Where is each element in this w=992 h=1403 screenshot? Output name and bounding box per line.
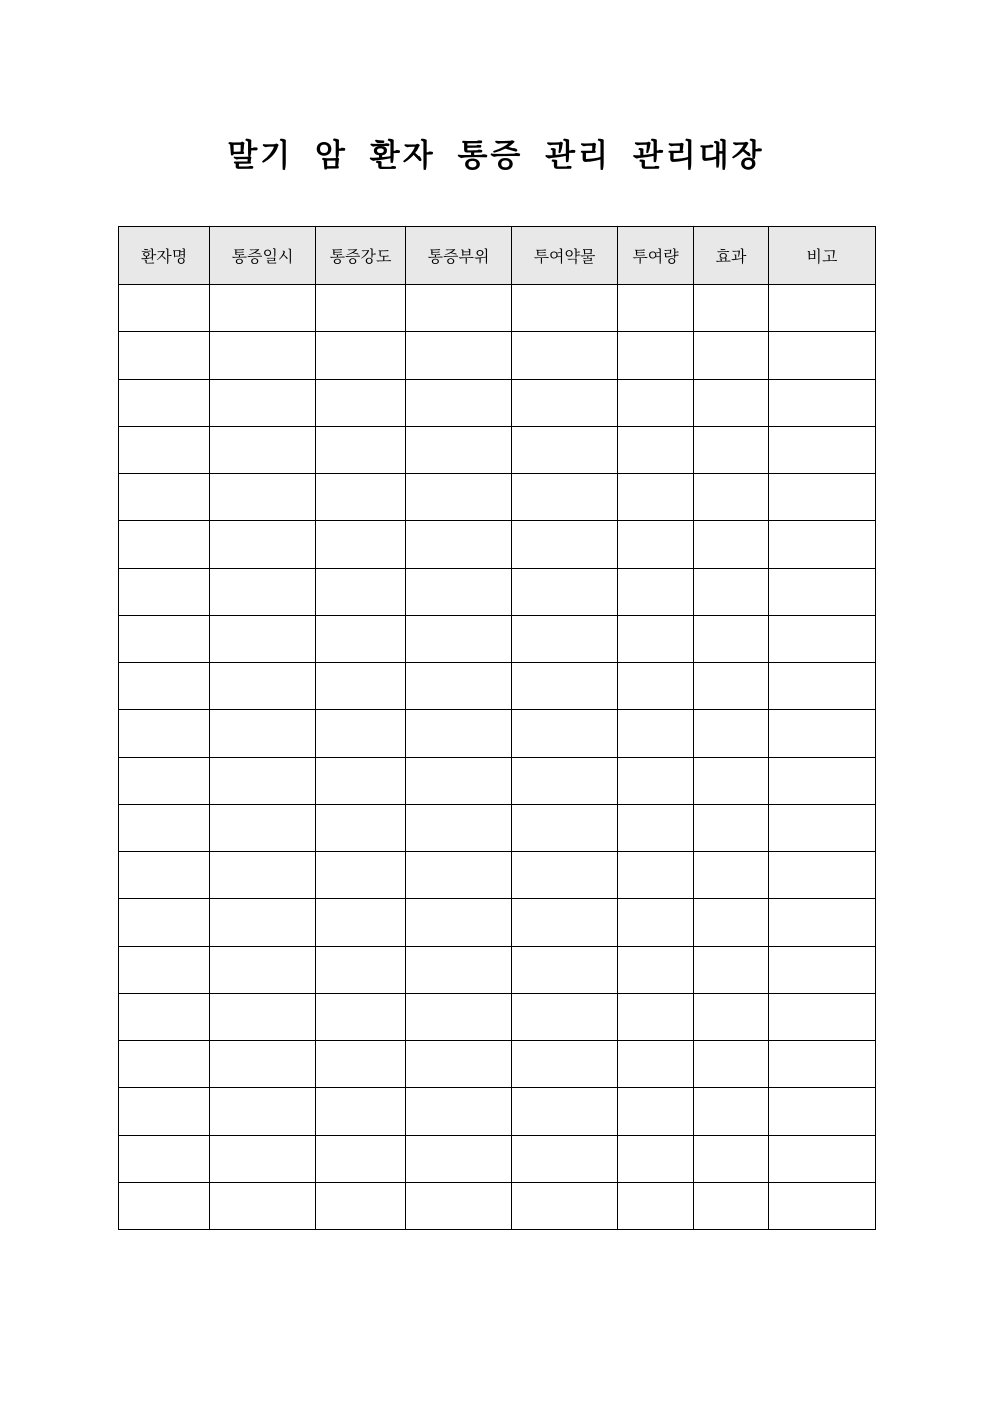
table-cell[interactable] <box>694 615 769 662</box>
table-cell[interactable] <box>618 1135 694 1182</box>
table-cell[interactable] <box>618 710 694 757</box>
table-cell[interactable] <box>119 663 210 710</box>
table-cell[interactable] <box>119 521 210 568</box>
table-cell[interactable] <box>210 663 316 710</box>
table-cell[interactable] <box>210 285 316 332</box>
table-cell[interactable] <box>694 804 769 851</box>
table-cell[interactable] <box>316 332 406 379</box>
table-cell[interactable] <box>769 663 876 710</box>
table-cell[interactable] <box>316 521 406 568</box>
table-cell[interactable] <box>210 1041 316 1088</box>
table-cell[interactable] <box>316 285 406 332</box>
table-cell[interactable] <box>512 663 618 710</box>
table-cell[interactable] <box>119 615 210 662</box>
table-row <box>119 332 876 379</box>
table-cell[interactable] <box>512 568 618 615</box>
table-cell[interactable] <box>694 285 769 332</box>
table-cell[interactable] <box>694 1041 769 1088</box>
table-cell[interactable] <box>694 426 769 473</box>
table-cell[interactable] <box>210 710 316 757</box>
table-cell[interactable] <box>316 663 406 710</box>
table-cell[interactable] <box>512 379 618 426</box>
table-cell[interactable] <box>618 332 694 379</box>
table-row <box>119 568 876 615</box>
table-row <box>119 1135 876 1182</box>
table-cell[interactable] <box>316 615 406 662</box>
table-cell[interactable] <box>210 568 316 615</box>
table-cell[interactable] <box>512 899 618 946</box>
table-cell[interactable] <box>618 521 694 568</box>
table-cell[interactable] <box>119 568 210 615</box>
header-pain-datetime: 통증일시 <box>210 227 316 285</box>
table-cell[interactable] <box>406 1182 512 1229</box>
table-header-row <box>119 227 876 285</box>
table-cell[interactable] <box>769 568 876 615</box>
table-cell[interactable] <box>694 710 769 757</box>
table-cell[interactable] <box>406 332 512 379</box>
table-cell[interactable] <box>210 804 316 851</box>
table-cell[interactable] <box>210 332 316 379</box>
table-row <box>119 379 876 426</box>
table-cell[interactable] <box>694 852 769 899</box>
table-cell[interactable] <box>316 568 406 615</box>
table-cell[interactable] <box>618 663 694 710</box>
table-row <box>119 1182 876 1229</box>
table-cell[interactable] <box>406 899 512 946</box>
table-row <box>119 285 876 332</box>
header-administered-drug: 투여약물 <box>512 227 618 285</box>
table-cell[interactable] <box>316 946 406 993</box>
table-cell[interactable] <box>406 993 512 1040</box>
table-cell[interactable] <box>512 710 618 757</box>
table-cell[interactable] <box>618 804 694 851</box>
table-cell[interactable] <box>769 757 876 804</box>
table-cell[interactable] <box>618 474 694 521</box>
table-cell[interactable] <box>512 1088 618 1135</box>
table-cell[interactable] <box>512 993 618 1040</box>
table-row <box>119 757 876 804</box>
table-cell[interactable] <box>119 1182 210 1229</box>
table-cell[interactable] <box>512 615 618 662</box>
table-cell[interactable] <box>618 426 694 473</box>
table-cell[interactable] <box>512 521 618 568</box>
table-cell[interactable] <box>769 426 876 473</box>
table-cell[interactable] <box>406 757 512 804</box>
table-cell[interactable] <box>618 946 694 993</box>
table-row <box>119 993 876 1040</box>
table-cell[interactable] <box>694 757 769 804</box>
table-cell[interactable] <box>119 332 210 379</box>
table-cell[interactable] <box>210 993 316 1040</box>
table-cell[interactable] <box>119 804 210 851</box>
header-remarks: 비고 <box>769 227 876 285</box>
table-row <box>119 804 876 851</box>
table-cell[interactable] <box>406 804 512 851</box>
table-cell[interactable] <box>316 379 406 426</box>
table-cell[interactable] <box>769 946 876 993</box>
table-cell[interactable] <box>406 379 512 426</box>
table-row <box>119 899 876 946</box>
table-cell[interactable] <box>210 379 316 426</box>
table-cell[interactable] <box>769 1088 876 1135</box>
table-row <box>119 615 876 662</box>
table-cell[interactable] <box>316 1182 406 1229</box>
table-cell[interactable] <box>210 426 316 473</box>
table-body <box>119 285 876 1230</box>
header-patient-name: 환자명 <box>119 227 210 285</box>
table-cell[interactable] <box>694 1182 769 1229</box>
table-cell[interactable] <box>119 993 210 1040</box>
table-cell[interactable] <box>694 993 769 1040</box>
table-cell[interactable] <box>119 757 210 804</box>
header-pain-site: 통증부위 <box>406 227 512 285</box>
table-cell[interactable] <box>316 1135 406 1182</box>
table-cell[interactable] <box>694 1088 769 1135</box>
table-cell[interactable] <box>119 899 210 946</box>
table-cell[interactable] <box>512 426 618 473</box>
table-cell[interactable] <box>512 1182 618 1229</box>
table-cell[interactable] <box>119 379 210 426</box>
table-cell[interactable] <box>406 1041 512 1088</box>
table-cell[interactable] <box>406 285 512 332</box>
table-cell[interactable] <box>694 899 769 946</box>
table-cell[interactable] <box>406 521 512 568</box>
table-row <box>119 474 876 521</box>
table-cell[interactable] <box>694 332 769 379</box>
table-cell[interactable] <box>769 332 876 379</box>
table-cell[interactable] <box>210 521 316 568</box>
table-row <box>119 663 876 710</box>
table-cell[interactable] <box>406 1088 512 1135</box>
table-cell[interactable] <box>512 804 618 851</box>
table-cell[interactable] <box>512 946 618 993</box>
table-cell[interactable] <box>512 1135 618 1182</box>
table-cell[interactable] <box>119 1088 210 1135</box>
table-cell[interactable] <box>512 474 618 521</box>
table-cell[interactable] <box>694 474 769 521</box>
table-cell[interactable] <box>406 852 512 899</box>
table-cell[interactable] <box>406 474 512 521</box>
table-cell[interactable] <box>316 1088 406 1135</box>
table-cell[interactable] <box>694 379 769 426</box>
table-cell[interactable] <box>119 946 210 993</box>
table-cell[interactable] <box>210 1135 316 1182</box>
table-cell[interactable] <box>694 946 769 993</box>
table-row <box>119 1041 876 1088</box>
table-cell[interactable] <box>694 521 769 568</box>
table-cell[interactable] <box>769 1041 876 1088</box>
header-effect: 효과 <box>694 227 769 285</box>
table-row <box>119 852 876 899</box>
table-cell[interactable] <box>406 615 512 662</box>
table-cell[interactable] <box>406 1135 512 1182</box>
pain-management-ledger-table <box>118 226 876 1230</box>
table-row <box>119 710 876 757</box>
header-dosage: 투여량 <box>618 227 694 285</box>
table-cell[interactable] <box>316 899 406 946</box>
table-cell[interactable] <box>406 663 512 710</box>
table-cell[interactable] <box>210 757 316 804</box>
table-cell[interactable] <box>618 285 694 332</box>
table-cell[interactable] <box>512 332 618 379</box>
table-cell[interactable] <box>618 757 694 804</box>
table-cell[interactable] <box>119 426 210 473</box>
header-pain-intensity: 통증강도 <box>316 227 406 285</box>
table-cell[interactable] <box>512 1041 618 1088</box>
table-cell[interactable] <box>618 568 694 615</box>
table-cell[interactable] <box>316 1041 406 1088</box>
table-cell[interactable] <box>119 474 210 521</box>
table-row <box>119 426 876 473</box>
table-cell[interactable] <box>769 474 876 521</box>
table-cell[interactable] <box>210 1088 316 1135</box>
table-cell[interactable] <box>618 1041 694 1088</box>
table-cell[interactable] <box>119 285 210 332</box>
table-cell[interactable] <box>119 1135 210 1182</box>
table-cell[interactable] <box>618 993 694 1040</box>
table-cell[interactable] <box>406 946 512 993</box>
table-cell[interactable] <box>210 946 316 993</box>
table-cell[interactable] <box>769 1182 876 1229</box>
table-cell[interactable] <box>769 1135 876 1182</box>
table-cell[interactable] <box>406 568 512 615</box>
table-cell[interactable] <box>406 426 512 473</box>
table-cell[interactable] <box>119 852 210 899</box>
document-title: 말기 암 환자 통증 관리 관리대장 <box>227 138 765 174</box>
table-cell[interactable] <box>769 993 876 1040</box>
table-cell[interactable] <box>769 852 876 899</box>
table-cell[interactable] <box>769 379 876 426</box>
table-row <box>119 946 876 993</box>
table-cell[interactable] <box>316 993 406 1040</box>
table-cell[interactable] <box>316 757 406 804</box>
table-cell[interactable] <box>316 710 406 757</box>
table-cell[interactable] <box>512 285 618 332</box>
table-cell[interactable] <box>769 521 876 568</box>
table-cell[interactable] <box>694 663 769 710</box>
table-cell[interactable] <box>512 757 618 804</box>
table-cell[interactable] <box>694 1135 769 1182</box>
table-cell[interactable] <box>769 899 876 946</box>
table-cell[interactable] <box>210 899 316 946</box>
table-cell[interactable] <box>316 852 406 899</box>
table-cell[interactable] <box>769 804 876 851</box>
table-cell[interactable] <box>618 852 694 899</box>
table-cell[interactable] <box>694 568 769 615</box>
table-cell[interactable] <box>618 615 694 662</box>
table-cell[interactable] <box>618 899 694 946</box>
table-row <box>119 521 876 568</box>
table-row <box>119 1088 876 1135</box>
table-cell[interactable] <box>316 804 406 851</box>
table-cell[interactable] <box>316 426 406 473</box>
table-cell[interactable] <box>316 474 406 521</box>
table-cell[interactable] <box>618 379 694 426</box>
table-cell[interactable] <box>618 1182 694 1229</box>
table-cell[interactable] <box>769 285 876 332</box>
table-cell[interactable] <box>406 710 512 757</box>
table-cell[interactable] <box>210 852 316 899</box>
table-cell[interactable] <box>512 852 618 899</box>
table-cell[interactable] <box>119 1041 210 1088</box>
table-cell[interactable] <box>119 710 210 757</box>
table-cell[interactable] <box>769 615 876 662</box>
table-cell[interactable] <box>210 615 316 662</box>
table-cell[interactable] <box>210 474 316 521</box>
table-cell[interactable] <box>769 710 876 757</box>
table-cell[interactable] <box>618 1088 694 1135</box>
table-cell[interactable] <box>210 1182 316 1229</box>
